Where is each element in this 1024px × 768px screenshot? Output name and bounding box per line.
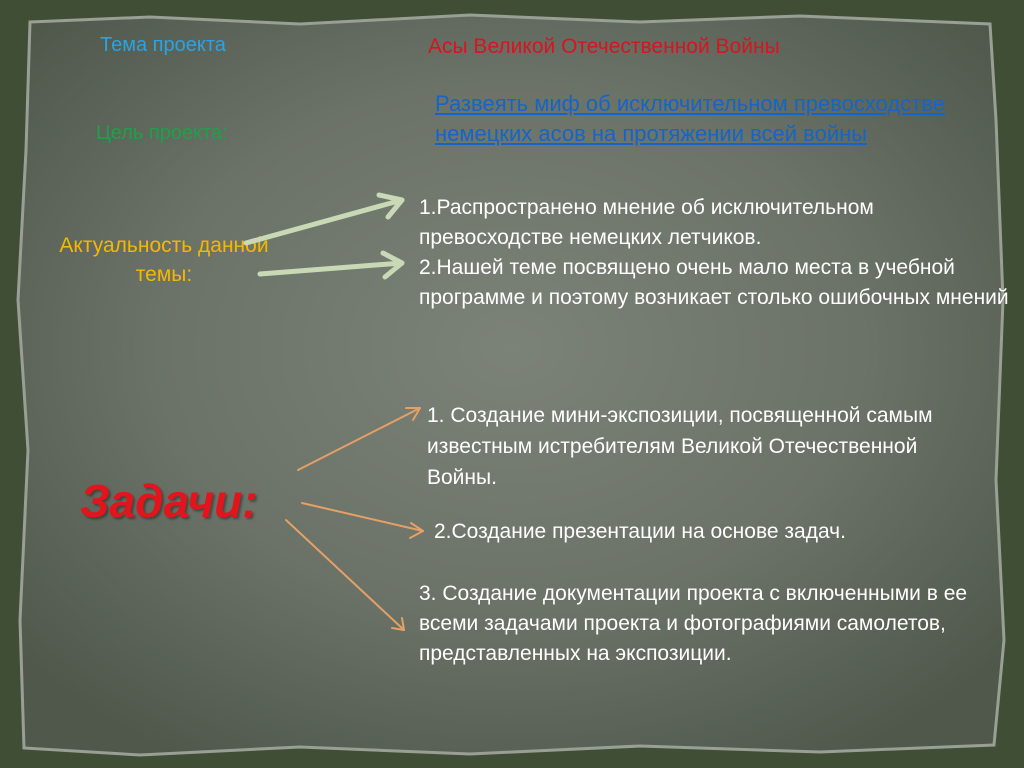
relevance-text: 1.Распространено мнение об исключительном превосходстве немецких летчиков. 2.Нашей теме посвящено очень мало места в учебной программе и поэтому возникает столько ошибочных мнений <box>419 196 1009 309</box>
task-item: 2.Создание презентации на основе задач. <box>434 520 846 543</box>
tasks-label: Задачи: <box>80 475 258 527</box>
topic-label: Тема проекта <box>100 34 226 56</box>
task-item: 1. Создание мини-экспозиции, посвященной самым известным истребителям Великой Отечественной Войны. <box>427 404 933 489</box>
goal-link[interactable]: Развеять миф об исключительном превосходстве немецких асов на протяжении всей войны <box>435 91 946 146</box>
task-item: 3. Создание документации проекта с включенными в ее всеми задачами проекта и фотографиями самолетов, представленных на экспозиции. <box>419 582 968 665</box>
relevance-label: Актуальность данной темы: <box>59 234 269 286</box>
goal-label: Цель проекта: <box>96 122 228 144</box>
topic-value: Асы Великой Отечественной Войны <box>428 35 780 58</box>
